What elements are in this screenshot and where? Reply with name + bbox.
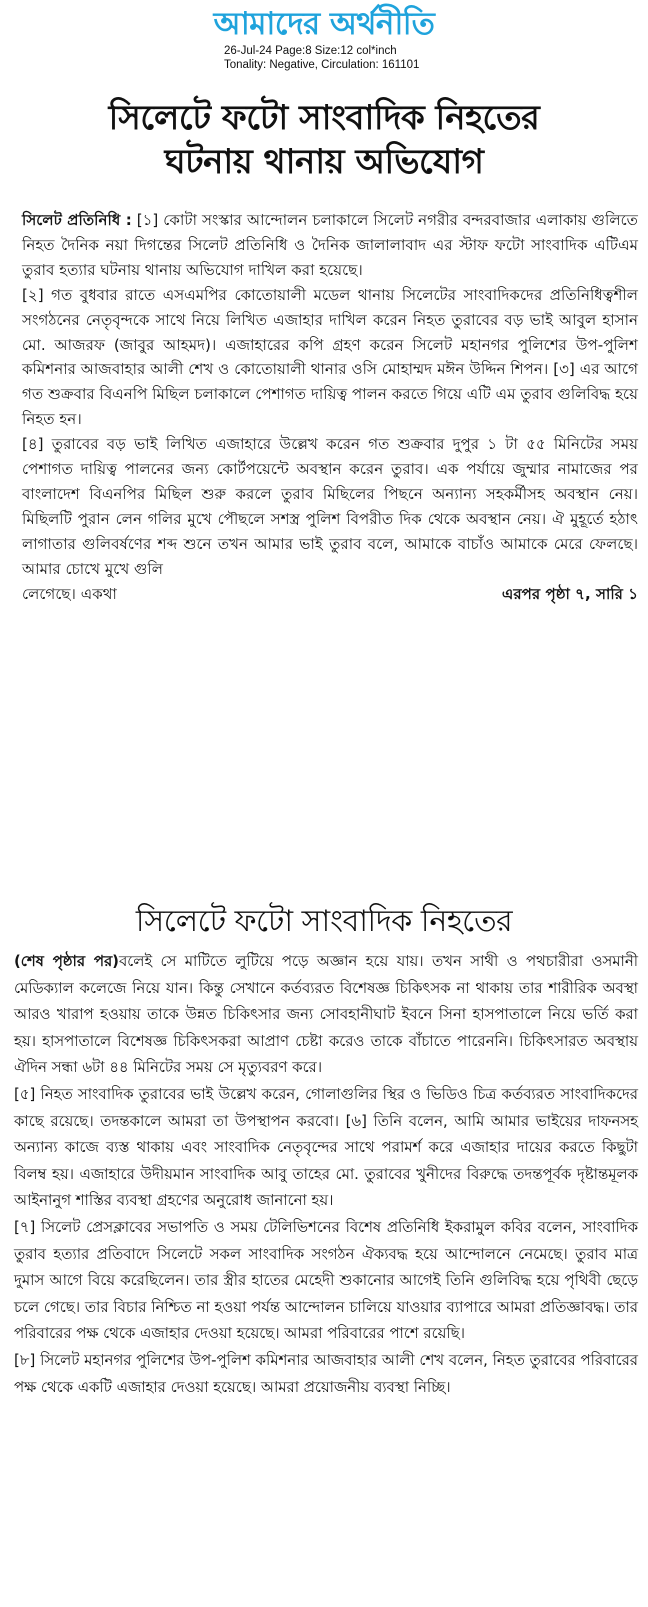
paragraph-2: [২] গত বুধবার রাতে এসএমপির কোতোয়ালী মডেল থানায় সিলেটের সাংবাদিকদের প্রতিনিধিত্বশীল সংগঠনের নেতৃবৃন্দকে সাথে নিয়ে লিখিত এজাহার দাখিল করেন নিহত তুরাবের বড় ভাই আবুল হাসান মো. আজরফ (জাবুর আহমদ)। এজাহারের কপি গ্রহণ করেন সিলেট মহানগর পুলিশের উপ-পুলিশ কমিশনার আজবাহার আলী শেখ ও কোতোয়ালী থানার ওসি মোহাম্মদ মঈন উদ্দিন শিপন। [৩] এর আগে গত শুক্রবার বিএনপি মিছিল চলাকালে পেশাগত দায়িত্ব পালন করতে গিয়ে এটি এম তুরাব গুলিবিদ্ধ হয়ে নিহত হন। — [22, 285, 638, 429]
headline-line-1: সিলেটে ফটো সাংবাদিক নিহতের — [108, 98, 540, 138]
newspaper-logo: আমাদের অর্থনীতি — [213, 6, 435, 42]
headline-line-2: ঘটনায় থানায় অভিযোগ — [164, 142, 484, 182]
cont-paragraph-4: [৮] সিলেট মহানগর পুলিশের উপ-পুলিশ কমিশনার আজবাহার আলী শেখ বলেন, নিহত তুরাবের পরিবারের পক্ষ থেকে একটি এজাহার দেওয়া হয়েছে। আমরা প্রয়োজনীয় ব্যবস্থা নিচ্ছি। — [14, 1350, 638, 1396]
cont-paragraph-1 — [14, 948, 638, 1081]
jump-line — [22, 582, 638, 607]
paragraph-1 — [22, 208, 638, 283]
continued-on-note: এরপর পৃষ্ঠা ৭, সারি ১ — [501, 584, 638, 603]
paragraph-3: [৪] তুরাবের বড় ভাই লিখিত এজাহারে উল্লেখ করেন গত শুক্রবার দুপুর ১ টা ৫৫ মিনিটের সময় পেশাগত দায়িত্ব পালনের জন্য কোর্টপয়েন্টে অবস্থান করেন তুরাব। এক পর্যায়ে জুম্মার নামাজের পর বাংলাদেশ বিএনপির মিছিল শুরু করলে তুরাব মিছিলের পিছনে অন্যান্য সহকর্মীসহ অবস্থান নেয়। মিছিলটি পুরান লেন গলির মুখে পৌছলে সশস্ত্র পুলিশ বিপরীত দিক থেকে অবস্থান নেয়। ঐ মুহূর্তে হঠাৎ লাগাতার গুলিবর্ষণের শব্দ শুনে তখন আমার ভাই তুরাব বলে, আমাকে বাচাঁও আমাকে মেরে ফেলছে। আমার চোখে মুখে গুলি — [22, 435, 638, 578]
paragraph-3-last-line: লেগেছে। একথা — [22, 584, 117, 603]
meta-tonality-circulation: Tonality: Negative, Circulation: 161101 — [224, 59, 420, 71]
dateline: সিলেট প্রতিনিধি : — [22, 211, 132, 229]
cont-paragraph-3: [৭] সিলেট প্রেসক্লাবের সভাপতি ও সময় টেলিভিশনের বিশেষ প্রতিনিধি ইকরামুল কবির বলেন, সাংবাদিক তুরাব হত্যার প্রতিবাদে সিলেটে সকল সাংবাদিক সংগঠন ঐক্যবদ্ধ হয়ে আন্দোলনে নেমেছে। তুরাব মাত্র দুমাস আগে বিয়ে করেছিলেন। তার স্ত্রীর হাতের মেহেদী শুকানোর আগেই তিনি গুলিবিদ্ধ হয়ে পৃথিবী ছেড়ে চলে গেছে। তার বিচার নিশ্চিত না হওয়া পর্যন্ত আন্দোলন চালিয়ে যাওয়ার ব্যাপারে আমরা প্রতিজ্ঞাবদ্ধ। তার পরিবারের পক্ষ থেকে এজাহার দেওয়া হয়েছে। আমরা পরিবারের পাশে রয়েছি। — [14, 1217, 638, 1343]
article-body — [22, 208, 638, 607]
cont-paragraph-2: [৫] নিহত সাংবাদিক তুরাবের ভাই উল্লেখ করেন, গোলাগুলির স্থির ও ভিডিও চিত্র কর্তব্যরত সাংবাদিকদের কাছে রয়েছে। তদন্তকালে আমরা তা উপস্থাপন করবো। [৬] তিনি বলেন, আমি আমার ভাইয়ের দাফনসহ অন্যান্য কাজে ব্যস্ত থাকায় এবং সাংবাদিক নেতৃবৃন্দের সাথে পরামর্শ করে এজাহার দায়ের করতে কিছুটা বিলম্ব হয়। এজাহারে উদীয়মান সাংবাদিক আবু তাহের মো. তুরাবের খুনীদের বিরুদ্ধে তদন্তপূর্বক দৃষ্টান্তমূলক আইনানুগ শাস্তির ব্যবস্থা গ্রহণের অনুরোধ জানানো হয়। — [14, 1084, 638, 1210]
cont-paragraph-1-text: বলেই সে মাটিতে লুটিয়ে পড়ে অজ্ঞান হয়ে যায়। তখন সাথী ও পথচারীরা ওসমানী মেডিক্যাল কলেজে নিয়ে যান। কিন্তু সেখানে কর্তব্যরত বিশেষজ্ঞ চিকিৎসক না থাকায় তার শারীরিক অবস্থা আরও খারাপ হওয়ায় তাকে উন্নত চিকিৎসার জন্য সোবহানীঘাট ইবনে সিনা হাসপাতালে নিয়ে ভর্তি করা হয়। হাসপাতালে বিশেষজ্ঞ চিকিৎসকরা আপ্রাণ চেষ্টা করেও তাকে বাঁচাতে পারেননি। চিকিৎসারত অবস্থায় ঐদিন সন্ধা ৬টা ৪৪ মিনিটের সময় সে মৃত্যুবরণ করে। — [14, 952, 638, 1077]
meta-date-page-size: 26-Jul-24 Page:8 Size:12 col*inch — [224, 45, 397, 57]
continuation-headline: সিলেটে ফটো সাংবাদিক নিহতের — [135, 904, 513, 939]
continued-from-note: (শেষ পৃষ্ঠার পর) — [14, 952, 119, 970]
continuation-body — [14, 948, 638, 1400]
paragraph-1-text: [১] কোটা সংস্কার আন্দোলন চলাকালে সিলেট নগরীর বন্দরবাজার এলাকায় গুলিতে নিহত দৈনিক নয়া দিগন্তের সিলেট প্রতিনিধি ও দৈনিক জালালাবাদ এর স্টাফ ফটো সাংবাদিক এটিএম তুরাব হত্যার ঘটনায় থানায় অভিযোগ দাখিল করা হয়েছে। — [22, 211, 638, 279]
clipping-meta — [224, 44, 419, 72]
masthead — [0, 4, 648, 44]
article-headline — [0, 96, 648, 184]
